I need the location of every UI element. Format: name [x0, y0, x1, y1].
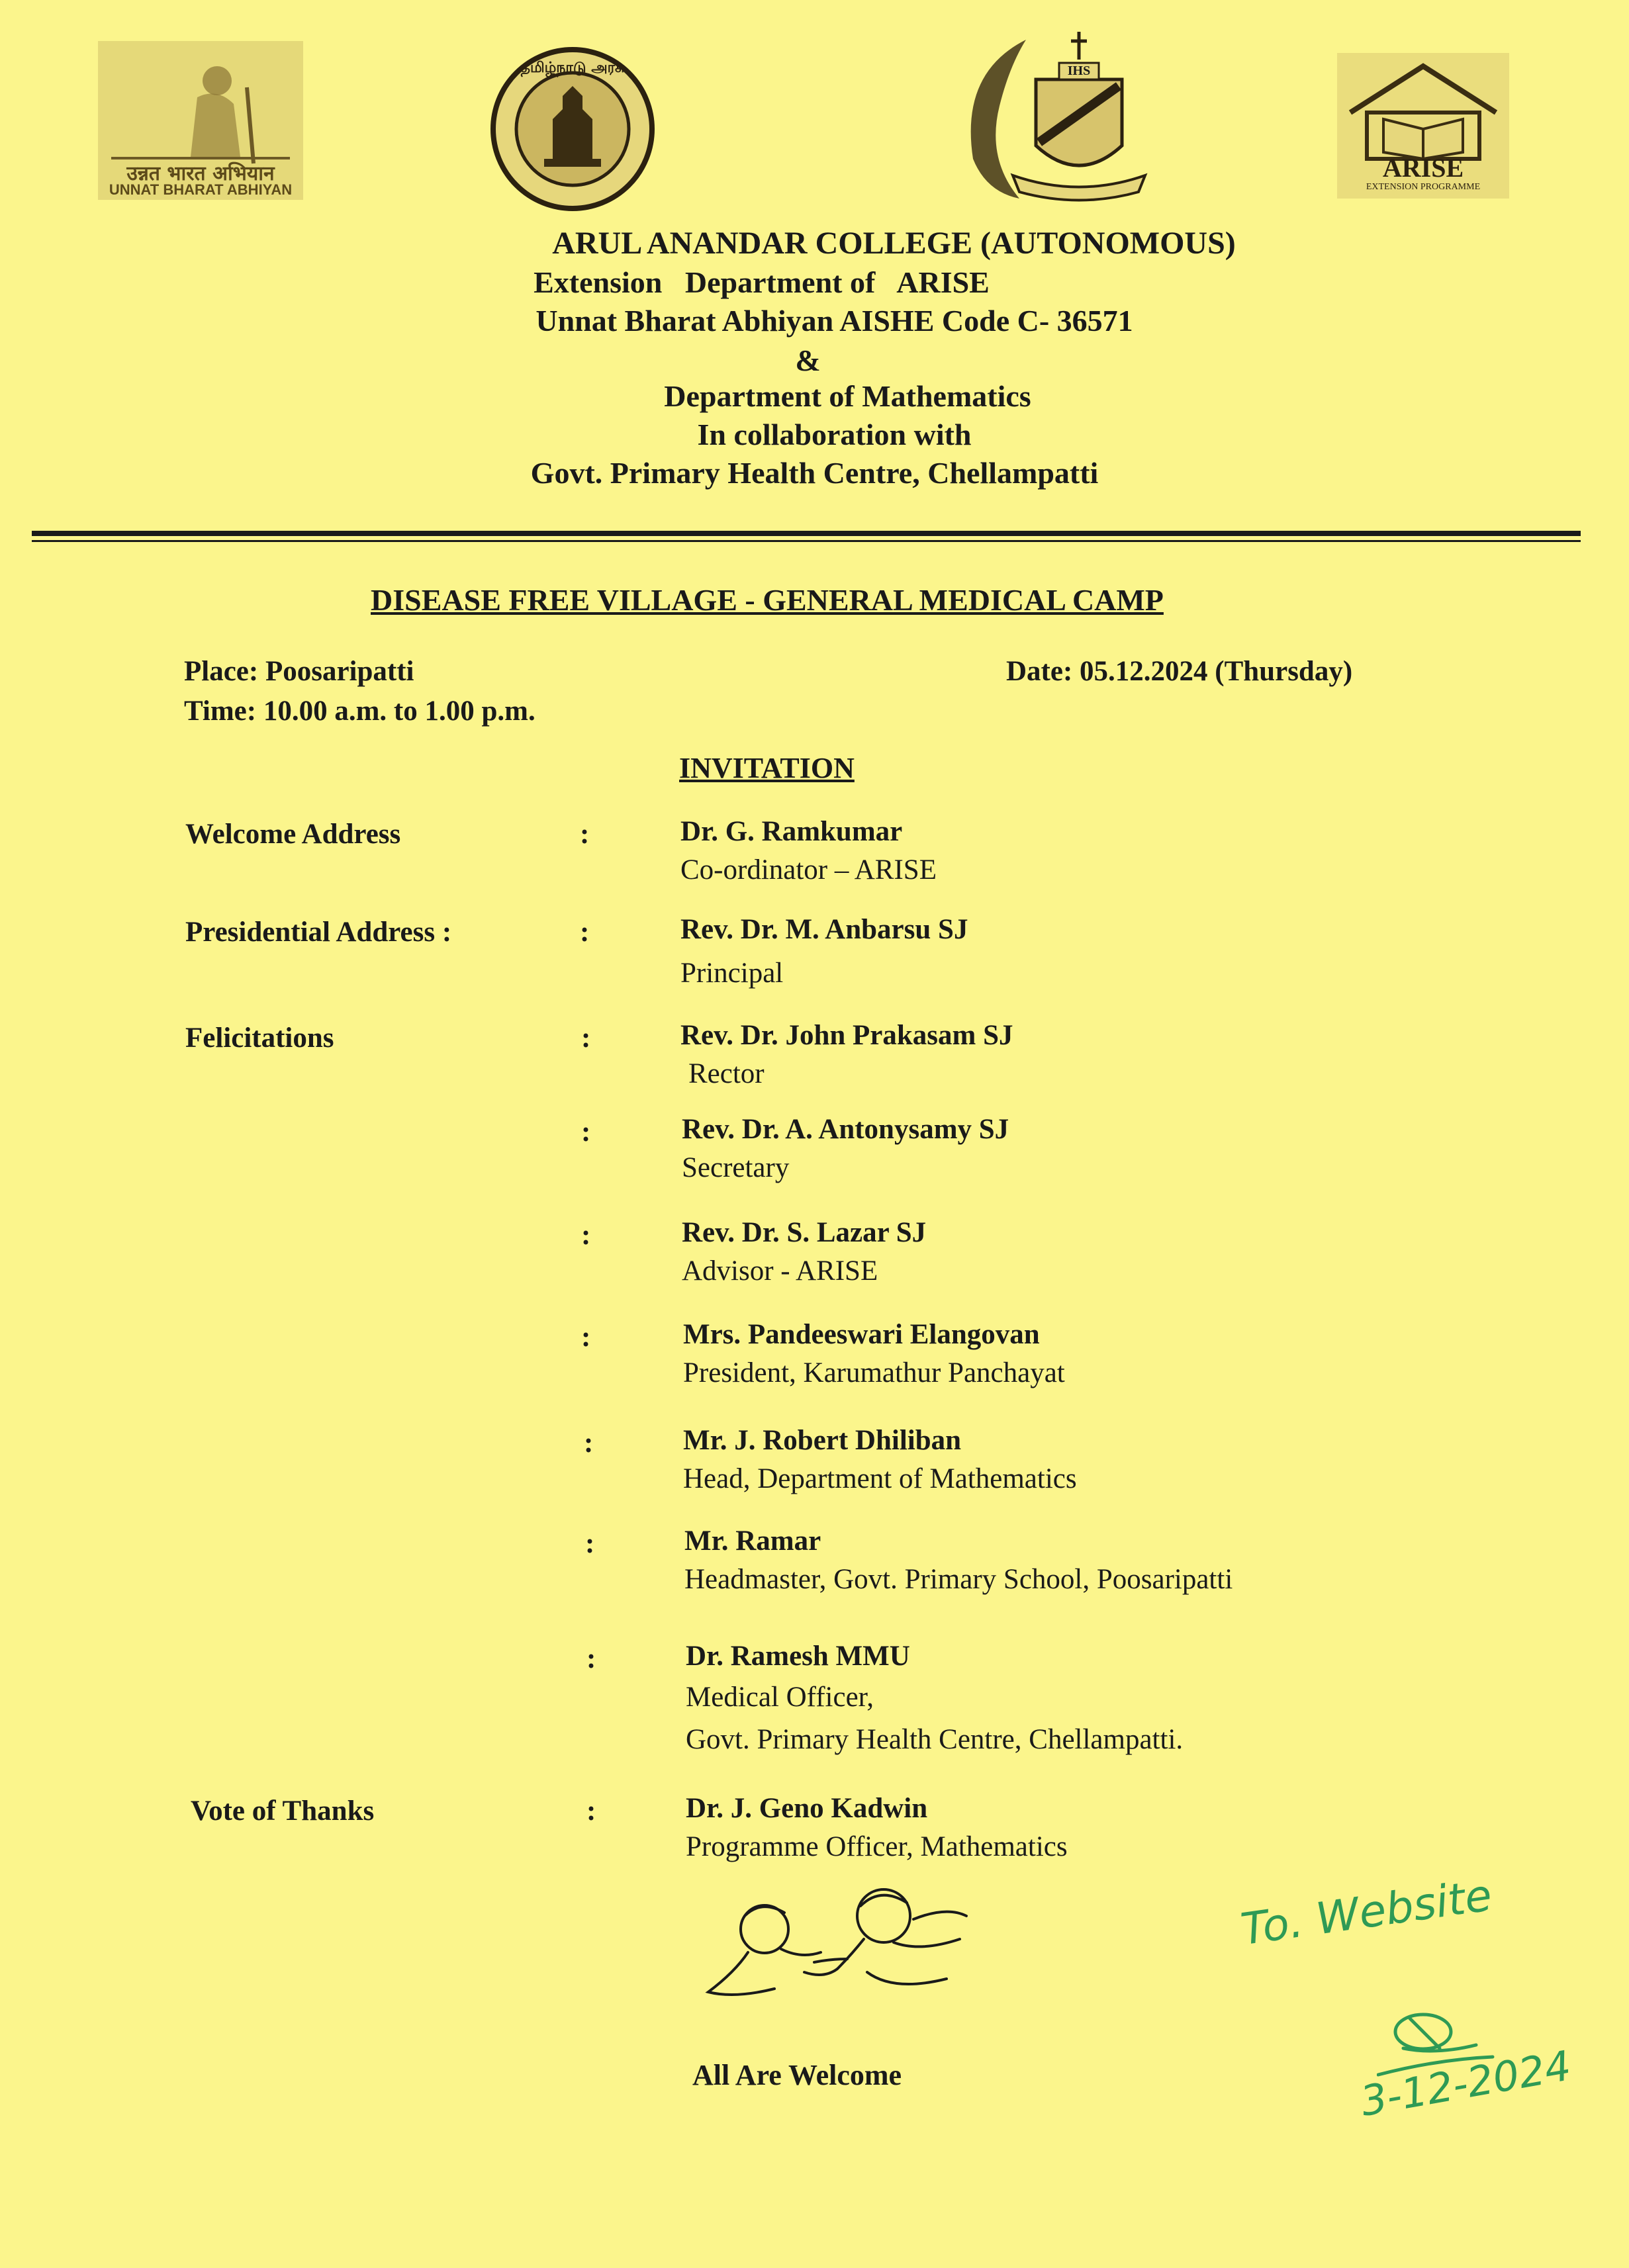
event-title: DISEASE FREE VILLAGE - GENERAL MEDICAL CAMP: [371, 583, 1164, 617]
speaker-role: Co-ordinator – ARISE: [680, 854, 937, 885]
speaker-name: Dr. G. Ramkumar: [680, 816, 903, 847]
speaker-name: Rev. Dr. S. Lazar SJ: [682, 1217, 927, 1248]
colon: :: [581, 1116, 591, 1148]
colon: :: [586, 1643, 596, 1674]
header-ampersand: &: [795, 343, 821, 377]
event-time: Time: 10.00 a.m. to 1.00 p.m.: [184, 696, 535, 727]
speaker-role: Programme Officer, Mathematics: [686, 1831, 1068, 1862]
college-name: ARUL ANANDAR COLLEGE (AUTONOMOUS): [552, 226, 1236, 261]
speaker-role: Secretary: [682, 1152, 790, 1183]
header-collaboration: In collaboration with: [697, 418, 972, 451]
crest-icon: [947, 26, 1158, 205]
event-date: Date: 05.12.2024 (Thursday): [1006, 656, 1353, 687]
speaker-name: Rev. Dr. A. Antonysamy SJ: [682, 1114, 1009, 1145]
colon: :: [585, 1528, 595, 1559]
speaker-role: President, Karumathur Panchayat: [683, 1357, 1065, 1388]
college-crest-logo: [947, 26, 1158, 205]
doctor-patient-illustration: [695, 1880, 973, 2012]
unnat-bharat-logo: [98, 41, 303, 200]
speaker-name: Rev. Dr. John Prakasam SJ: [680, 1020, 1013, 1051]
header-divider-thin: [32, 540, 1581, 542]
speaker-role: Advisor - ARISE: [682, 1255, 878, 1287]
speaker-name: Dr. Ramesh MMU: [686, 1641, 910, 1672]
colon: :: [580, 917, 590, 948]
header-divider-thick: [32, 531, 1581, 536]
colon: :: [581, 1220, 591, 1251]
all-are-welcome: All Are Welcome: [692, 2059, 902, 2091]
felicitations-label: Felicitations: [185, 1022, 334, 1054]
invitation-heading: INVITATION: [679, 752, 855, 784]
header-extension-dept: Extension Department of ARISE: [534, 265, 990, 299]
tamilnadu-seal-logo: [490, 46, 655, 212]
speaker-name: Mr. Ramar: [684, 1525, 821, 1557]
vote-of-thanks-label: Vote of Thanks: [191, 1795, 375, 1827]
speaker-role: Head, Department of Mathematics: [683, 1463, 1077, 1494]
event-place: Place: Poosaripatti: [184, 656, 414, 687]
header-health-centre: Govt. Primary Health Centre, Chellampatti: [530, 456, 1099, 490]
speaker-role: Rector: [688, 1058, 765, 1089]
speaker-name: Rev. Dr. M. Anbarsu SJ: [680, 914, 968, 945]
speaker-role-line2: Govt. Primary Health Centre, Chellampatti.: [686, 1724, 1184, 1755]
unnat-bharat-english-text: UNNAT BHARAT ABHIYAN: [109, 181, 293, 198]
colon: :: [581, 1322, 591, 1353]
speaker-role: Headmaster, Govt. Primary School, Poosaripatti: [684, 1564, 1233, 1595]
colon: :: [580, 819, 590, 850]
welcome-address-label: Welcome Address: [185, 819, 401, 850]
arise-logo: [1337, 53, 1509, 199]
crest-text: IHS: [1067, 64, 1091, 78]
handwritten-note: To. Website: [1238, 1869, 1495, 1956]
speaker-name: Dr. J. Geno Kadwin: [686, 1793, 928, 1824]
handwritten-date: 3-12-2024: [1357, 2041, 1575, 2126]
colon: :: [581, 1022, 591, 1054]
speaker-role: Principal: [680, 958, 784, 989]
speaker-role: Medical Officer,: [686, 1682, 874, 1713]
colon: :: [586, 1795, 596, 1827]
tamilnadu-seal-text: தமிழ்நாடு அரசு: [520, 60, 625, 76]
header-aishe-code: Unnat Bharat Abhiyan AISHE Code C- 36571: [535, 304, 1133, 338]
speaker-name: Mrs. Pandeeswari Elangovan: [683, 1319, 1040, 1350]
colon: :: [584, 1428, 594, 1459]
unnat-bharat-hindi-text: उन्नत भारत अभियान: [126, 162, 275, 185]
presidential-address-label: Presidential Address :: [185, 917, 452, 948]
header-math-dept: Department of Mathematics: [664, 379, 1031, 413]
arise-logo-text: ARISE: [1382, 153, 1464, 183]
arise-logo-subtext: EXTENSION PROGRAMME: [1366, 182, 1481, 192]
speaker-name: Mr. J. Robert Dhiliban: [683, 1425, 962, 1456]
